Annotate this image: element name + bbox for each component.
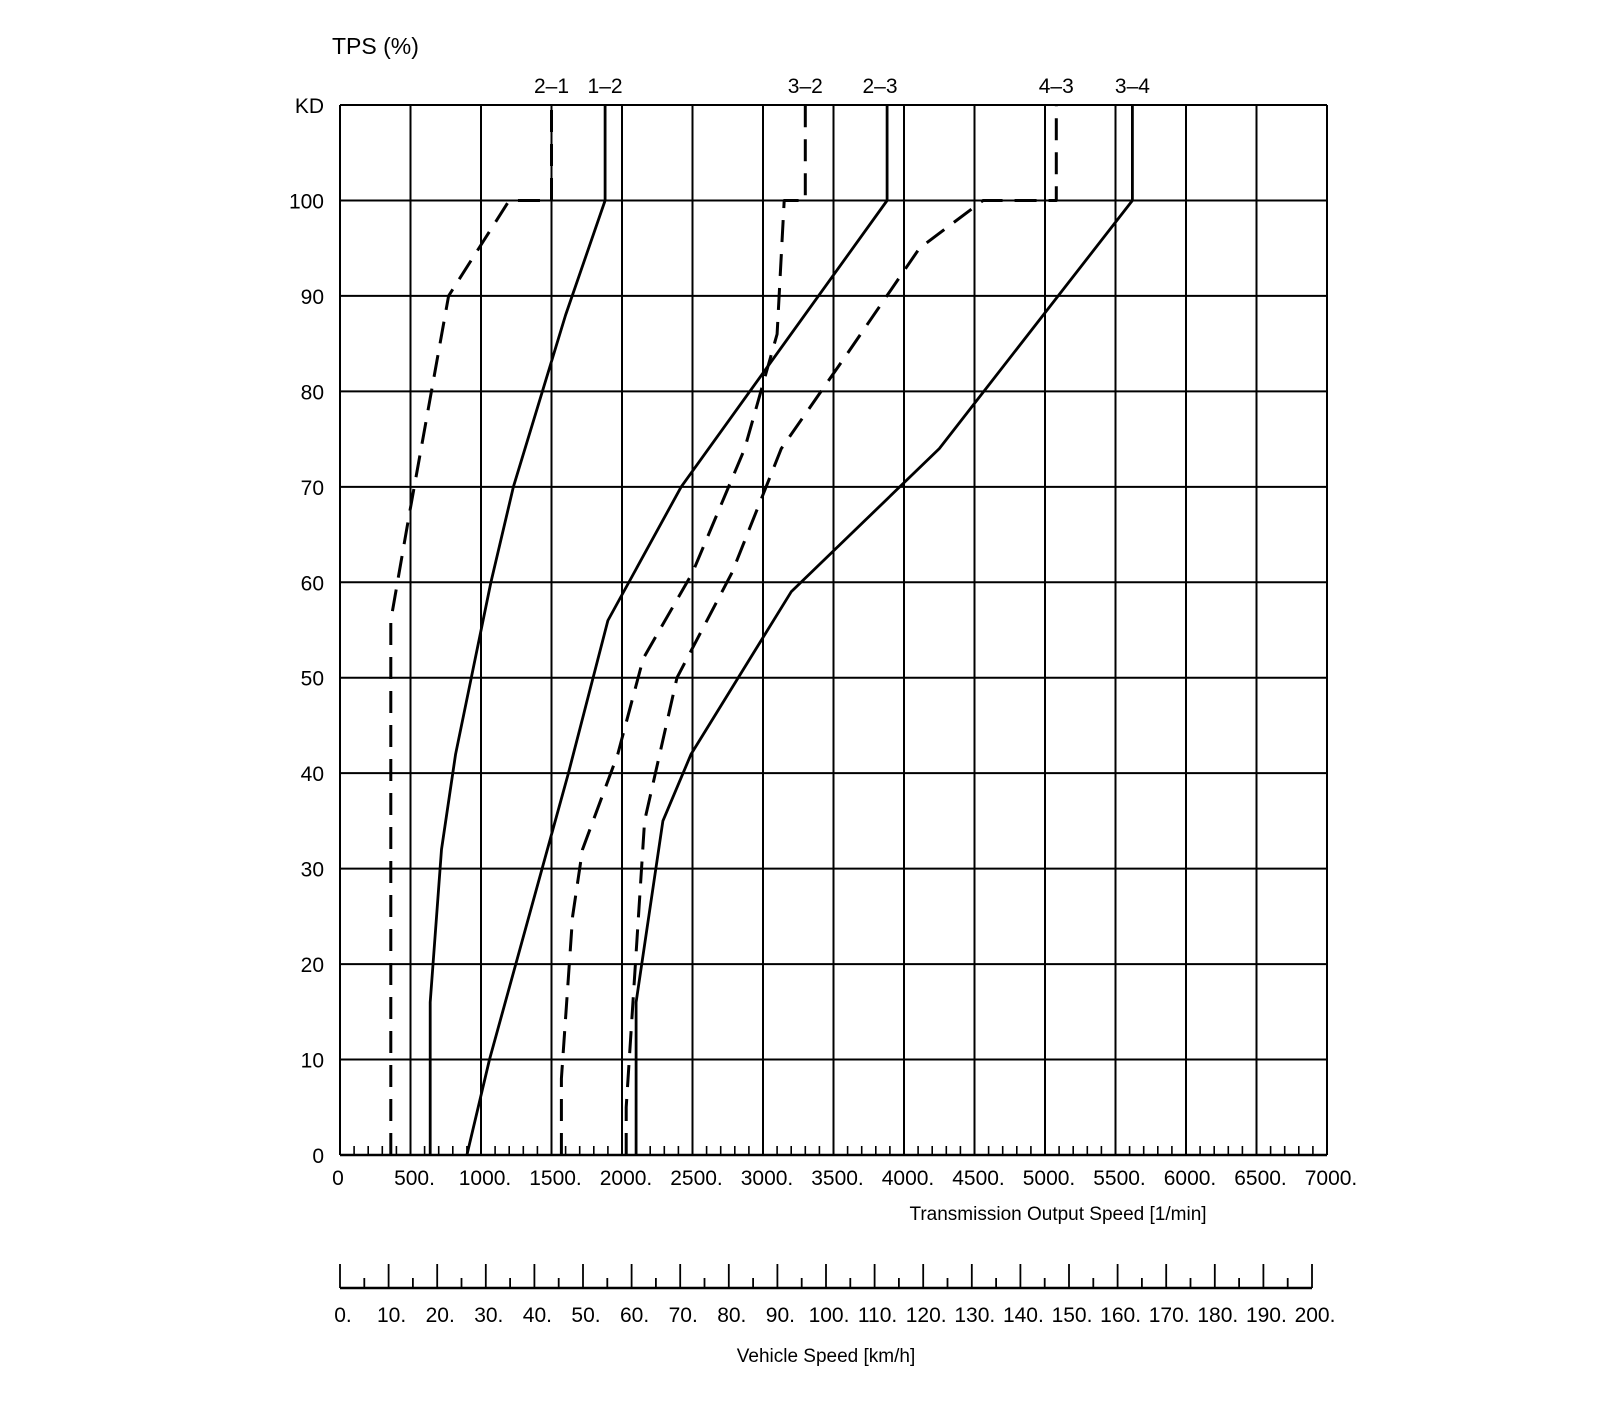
vehicle-speed-tick-label: 50. [571, 1304, 601, 1327]
vehicle-speed-tick-label: 180. [1197, 1304, 1239, 1327]
x-axis-labels [332, 1167, 1357, 1190]
vehicle-speed-tick-label: 60. [619, 1304, 650, 1327]
shift-line-2-3 [467, 105, 887, 1155]
y-tick-label: 0 [312, 1145, 324, 1168]
x-tick-label: 500. [394, 1167, 435, 1190]
chart-grid [340, 105, 1327, 1155]
vehicle-speed-tick-label: 10. [376, 1304, 407, 1327]
y-tick-label: 40 [300, 763, 324, 787]
x-tick-label: 0 [332, 1167, 344, 1190]
y-tick-label: 30 [300, 858, 324, 882]
shift-line-label: 2–1 [533, 75, 570, 98]
shift-lines [391, 105, 1133, 1155]
vehicle-speed-tick-label: 40. [522, 1304, 553, 1327]
x-tick-label: 1000. [458, 1167, 512, 1190]
shift-line-label: 3–2 [787, 75, 823, 98]
y-tick-label: 50 [300, 667, 324, 691]
y-tick-label: 80 [300, 381, 324, 405]
shift-line-1-2 [430, 105, 605, 1155]
x-tick-label: 2500. [670, 1167, 723, 1190]
vehicle-speed-tick-label: 0. [334, 1304, 352, 1327]
vehicle-speed-tick-label: 130. [954, 1304, 996, 1327]
shift-line-3-4 [636, 105, 1132, 1155]
vehicle-speed-tick-label: 80. [717, 1304, 747, 1327]
x-tick-label: 4000. [881, 1167, 935, 1190]
vehicle-speed-tick-label: 110. [857, 1304, 898, 1327]
vehicle-speed-tick-label: 30. [474, 1304, 504, 1327]
y-axis-title: TPS (%) [332, 33, 419, 59]
shift-line-label: 2–3 [862, 75, 898, 98]
x-tick-label: 1500. [529, 1167, 582, 1190]
shift-line-label: 3–4 [1114, 75, 1150, 98]
y-tick-label: 10 [300, 1049, 324, 1073]
vehicle-speed-tick-label: 170. [1148, 1304, 1190, 1327]
secondary-x-axis-title: Vehicle Speed [km/h] [736, 1346, 916, 1367]
x-tick-label: 3000. [740, 1167, 794, 1190]
y-tick-label: 100 [288, 190, 324, 214]
vehicle-speed-tick-label: 20. [425, 1304, 455, 1327]
x-tick-label: 7000. [1304, 1167, 1358, 1190]
vehicle-speed-tick-label: 100. [808, 1304, 850, 1327]
shift-line-2-1 [391, 105, 552, 1155]
x-tick-label: 5500. [1093, 1167, 1146, 1190]
x-tick-label: 2000. [599, 1167, 653, 1190]
x-tick-label: 4500. [952, 1167, 1005, 1190]
y-tick-label: 70 [300, 476, 324, 500]
vehicle-speed-tick-label: 160. [1100, 1304, 1142, 1327]
y-tick-label: 60 [300, 572, 324, 596]
x-tick-label: 6500. [1234, 1167, 1287, 1190]
x-tick-label: 6000. [1163, 1167, 1217, 1190]
vehicle-speed-tick-label: 140. [1002, 1304, 1044, 1327]
shift-line-label: 1–2 [587, 75, 623, 98]
vehicle-speed-tick-label: 190. [1245, 1304, 1287, 1327]
vehicle-speed-axis [334, 1264, 1335, 1327]
y-tick-label: KD [294, 95, 324, 118]
x-axis-title: Transmission Output Speed [1/min] [909, 1204, 1207, 1225]
shift-line-labels [534, 75, 1150, 98]
x-tick-label: 3500. [811, 1167, 864, 1190]
shift-line-label: 4–3 [1038, 75, 1074, 98]
vehicle-speed-tick-label: 150. [1051, 1304, 1093, 1327]
vehicle-speed-tick-label: 120. [905, 1304, 947, 1327]
vehicle-speed-tick-label: 200. [1294, 1304, 1336, 1327]
vehicle-speed-tick-label: 90. [765, 1304, 796, 1327]
y-tick-label: 20 [300, 954, 324, 978]
y-axis-labels [289, 95, 324, 1168]
vehicle-speed-tick-label: 70. [668, 1304, 698, 1327]
x-tick-label: 5000. [1022, 1167, 1076, 1190]
y-tick-label: 90 [300, 285, 324, 309]
